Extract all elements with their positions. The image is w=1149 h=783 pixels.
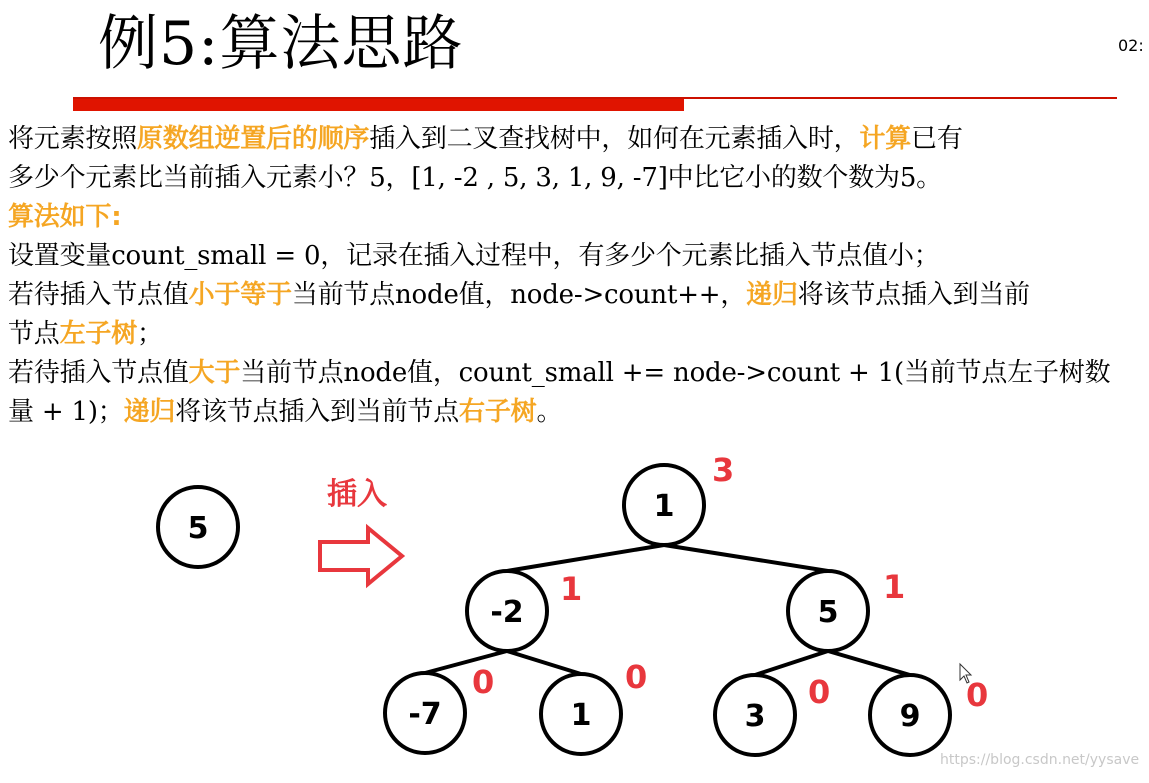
tree-node xyxy=(467,570,582,651)
tree-node xyxy=(870,675,988,755)
text-run: 当前节点node值，node->count++， xyxy=(291,280,747,310)
node-count: 0 xyxy=(625,658,648,696)
node-value: 9 xyxy=(899,699,921,734)
tree-edge xyxy=(425,651,507,673)
tree-node xyxy=(385,663,494,753)
highlight-text: 大于 xyxy=(188,358,241,388)
highlight-text: 递归 xyxy=(123,397,176,427)
highlight-text: 原数组逆置后的顺序 xyxy=(137,124,370,154)
slide-title: 例5:算法思路 xyxy=(98,9,464,79)
text-run: 插入到二叉查找树中，如何在元素插入时， xyxy=(369,124,860,154)
text-run: 。 xyxy=(536,397,563,427)
paragraph-line-1 xyxy=(8,120,1149,159)
step-3-line-1 xyxy=(8,354,1149,393)
tree-edge xyxy=(755,651,828,675)
node-count: 0 xyxy=(966,676,989,714)
text-run: 将该节点插入到当前 xyxy=(797,280,1030,310)
highlight-text: 递归 xyxy=(746,280,798,310)
node-count: 1 xyxy=(883,568,906,606)
insert-label: 插入 xyxy=(327,477,387,512)
text-run: 若待插入节点值 xyxy=(8,358,189,388)
text-run: 将该节点插入到当前节点 xyxy=(175,397,460,427)
text-run: 若待插入节点值 xyxy=(8,280,189,310)
node-value: -7 xyxy=(408,697,442,732)
step-2-line-1 xyxy=(8,276,1149,315)
text-run: 将元素按照 xyxy=(8,124,138,154)
highlight-text: 小于等于 xyxy=(188,280,292,310)
tree-node xyxy=(624,451,734,545)
title-accent-bar xyxy=(73,99,684,111)
node-value: 5 xyxy=(817,595,839,630)
text-run: ； xyxy=(137,319,163,349)
algorithm-heading: 算法如下: xyxy=(8,202,122,232)
node-value: 1 xyxy=(570,698,592,733)
right-arrow-icon xyxy=(320,528,402,584)
node-count: 3 xyxy=(712,451,735,489)
tree-edge xyxy=(664,545,828,571)
watermark: https://blog.csdn.net/yysave xyxy=(940,752,1140,768)
insert-node xyxy=(158,487,238,567)
text-run: 已有 xyxy=(911,124,963,154)
tree-node xyxy=(715,673,830,755)
node-value: 3 xyxy=(744,699,766,734)
step-2-line-2 xyxy=(8,315,1149,354)
slide-body xyxy=(8,120,1149,432)
node-count: 1 xyxy=(560,570,583,608)
bst-diagram xyxy=(0,440,1149,770)
text-run: 节点 xyxy=(8,319,60,349)
clock-readout: 02: xyxy=(1118,36,1144,55)
tree-node xyxy=(541,658,647,754)
text-run: 当前节点node值，count_small += node->count + 1(当前节点左子树数 xyxy=(240,358,1111,388)
node-count: 0 xyxy=(808,673,831,711)
step-3-line-2 xyxy=(8,393,1149,432)
highlight-text: 计算 xyxy=(859,124,912,154)
node-value: -2 xyxy=(490,595,524,630)
text-run: 量 + 1)； xyxy=(8,397,124,427)
node-value: 1 xyxy=(653,489,675,524)
tree-edge xyxy=(507,545,664,571)
paragraph-line-2: 多少个元素比当前插入元素小？5，[1, -2 , 5, 3, 1, 9, -7]中比它小的数个数为5。 xyxy=(8,163,942,193)
highlight-text: 右子树 xyxy=(459,397,537,427)
node-value: 5 xyxy=(187,511,209,546)
node-count: 0 xyxy=(472,663,495,701)
tree-node xyxy=(788,568,905,651)
highlight-text: 左子树 xyxy=(59,319,138,349)
step-1: 设置变量count_small = 0，记录在插入过程中，有多少个元素比插入节点值小； xyxy=(8,241,940,271)
tree-edge xyxy=(828,651,910,675)
tree-edge xyxy=(507,651,581,674)
